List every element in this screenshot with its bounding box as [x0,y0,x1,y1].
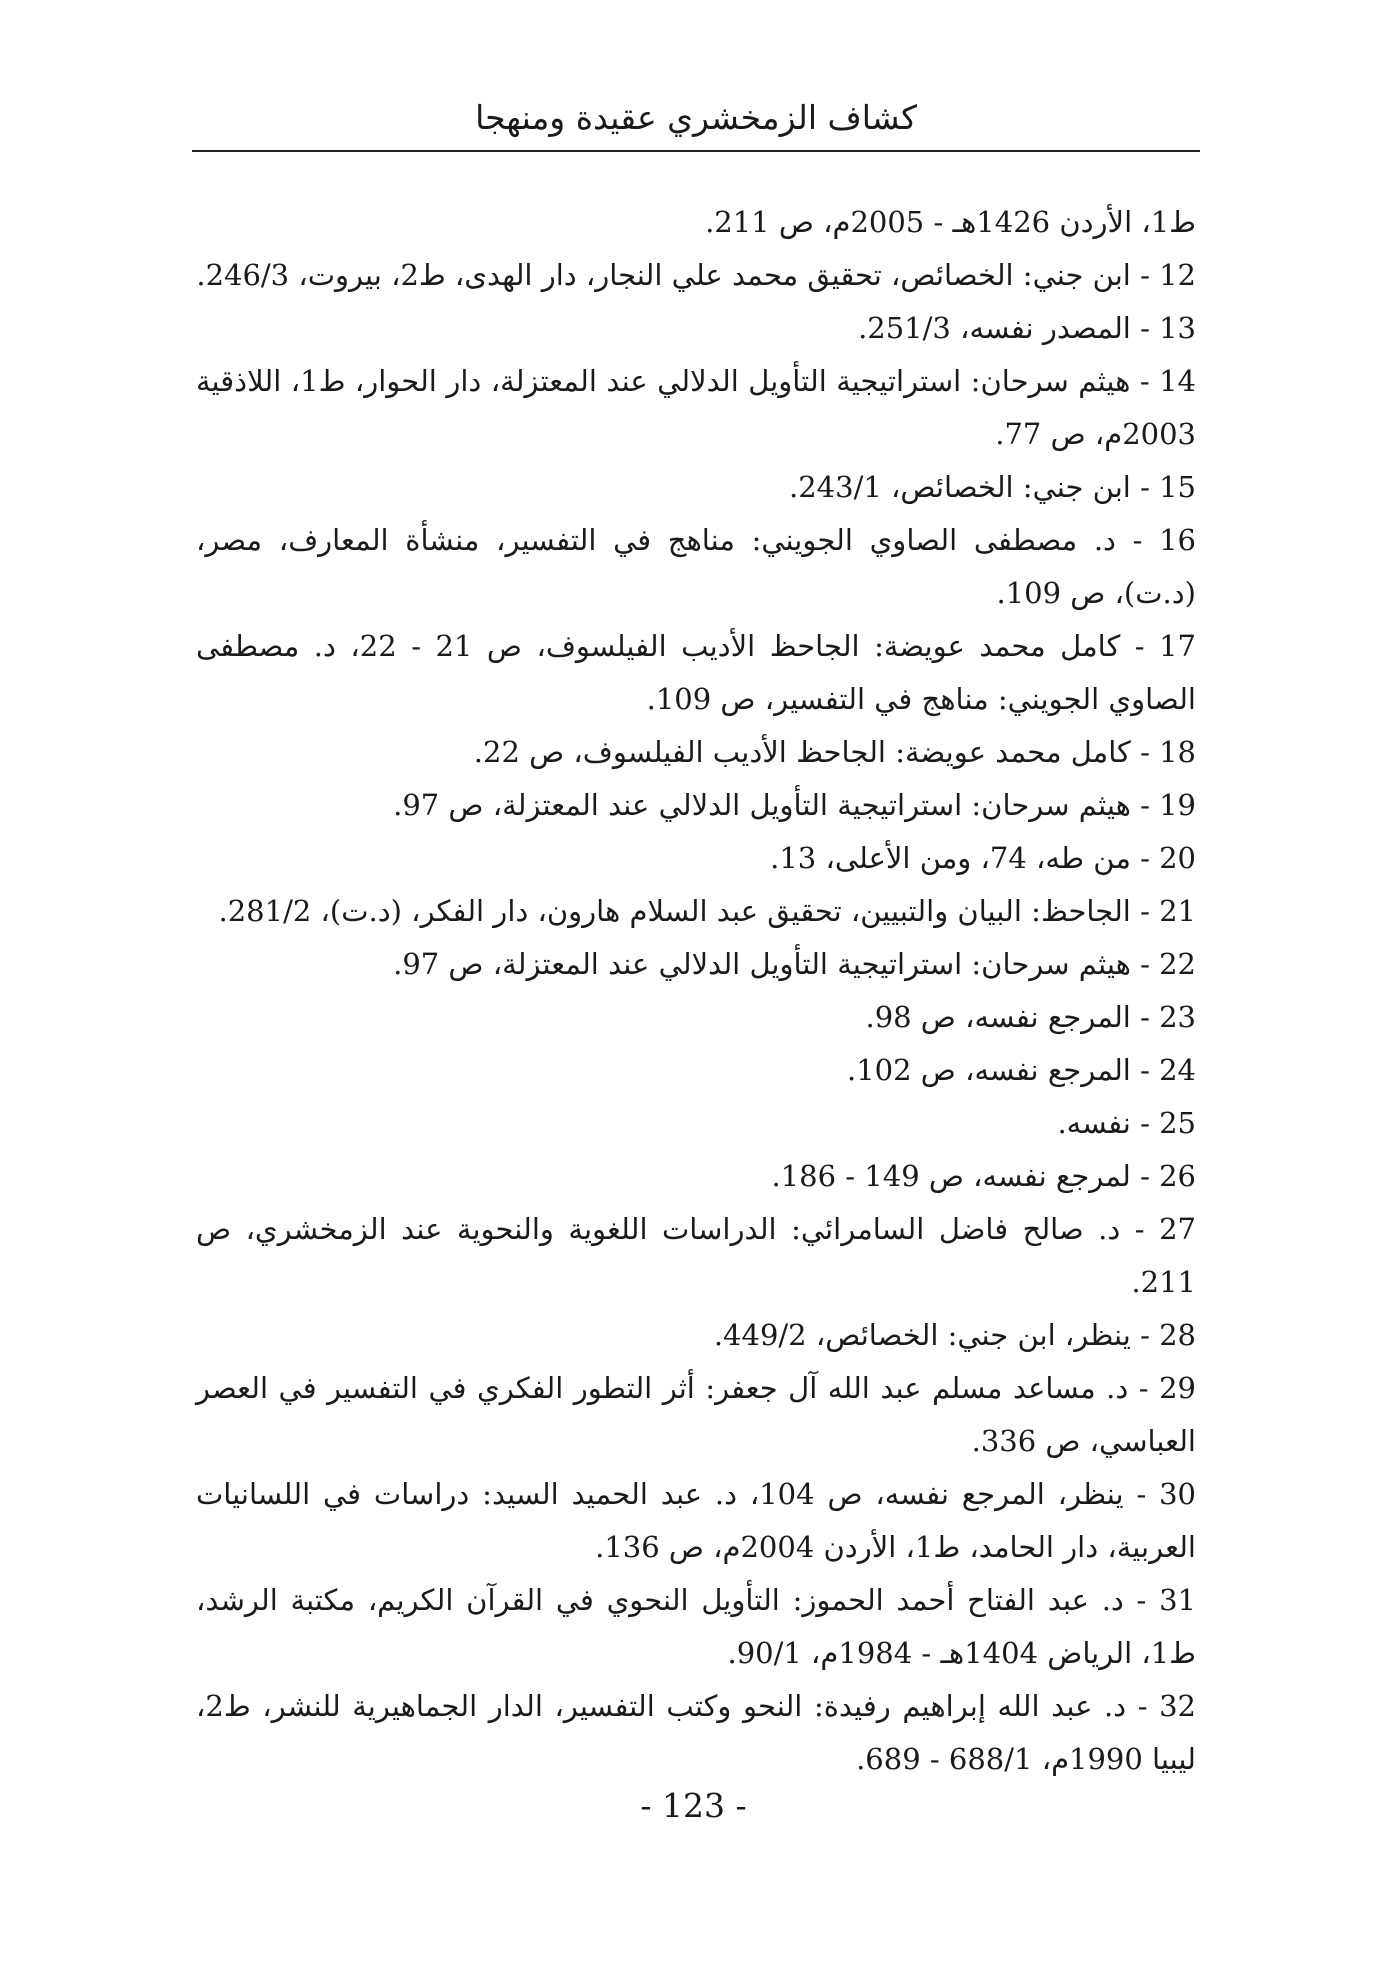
endnote: 19 - هيثم سرحان: استراتيجية التأويل الدلالي عند المعتزلة، ص 97. [393,788,1196,822]
endnote: 24 - المرجع نفسه، ص 102. [847,1053,1196,1087]
endnote: 31 - د. عبد الفتاح أحمد الحموز: التأويل النحوي في القرآن الكريم، مكتبة الرشد، ط1، الرياض 1404هـ - 1984م، 90/1. [196,1583,1196,1670]
endnote: ط1، الأردن 1426هـ - 2005م، ص 211. [705,205,1196,239]
endnote: 23 - المرجع نفسه، ص 98. [865,1000,1196,1034]
endnote: 16 - د. مصطفى الصاوي الجويني: مناهج في التفسير، منشأة المعارف، مصر، (د.ت)، ص 109. [196,523,1196,610]
endnote: 22 - هيثم سرحان: استراتيجية التأويل الدلالي عند المعتزلة، ص 97. [393,947,1196,981]
endnote: 17 - كامل محمد عويضة: الجاحظ الأديب الفيلسوف، ص 21 - 22، د. مصطفى الصاوي الجويني: مناهج في التفسير، ص 109. [196,629,1196,716]
endnote: 18 - كامل محمد عويضة: الجاحظ الأديب الفيلسوف، ص 22. [473,735,1196,769]
endnote: 28 - ينظر، ابن جني: الخصائص، 449/2. [713,1318,1196,1352]
endnote: 20 - من طه، 74، ومن الأعلى، 13. [770,841,1196,875]
endnote: 30 - ينظر، المرجع نفسه، ص 104، د. عبد الحميد السيد: دراسات في اللسانيات العربية، دار الحامد، ط1، الأردن 2004م، ص 136. [196,1477,1197,1564]
endnote: 21 - الجاحظ: البيان والتبيين، تحقيق عبد السلام هارون، دار الفكر، (د.ت)، 281/2. [218,894,1196,928]
endnote: 27 - د. صالح فاضل السامرائي: الدراسات اللغوية والنحوية عند الزمخشري، ص 211. [196,1212,1196,1299]
endnote: 26 - لمرجع نفسه، ص 149 - 186. [771,1159,1196,1193]
endnote: 13 - المصدر نفسه، 251/3. [858,311,1196,345]
header-divider [192,150,1200,152]
endnote: 29 - د. مساعد مسلم عبد الله آل جعفر: أثر التطور الفكري في التفسير في العصر العباسي، ص 336. [196,1371,1196,1458]
endnote: 25 - نفسه. [1057,1106,1196,1140]
endnote: 32 - د. عبد الله إبراهيم رفيدة: النحو وكتب التفسير، الدار الجماهيرية للنشر، ط2، ليبيا 1990م، 688/1 - 689. [196,1689,1196,1776]
endnote: 15 - ابن جني: الخصائص، 243/1. [789,470,1196,504]
page-number: - 123 - [640,1786,747,1825]
running-header: كشاف الزمخشري عقيدة ومنهجا [475,98,917,137]
endnotes-list [196,196,1196,1786]
endnote: 12 - ابن جني: الخصائص، تحقيق محمد علي النجار، دار الهدى، ط2، بيروت، 246/3. [196,258,1196,292]
endnote: 14 - هيثم سرحان: استراتيجية التأويل الدلالي عند المعتزلة، دار الحوار، ط1، اللاذقية 2003م، ص 77. [196,364,1197,451]
